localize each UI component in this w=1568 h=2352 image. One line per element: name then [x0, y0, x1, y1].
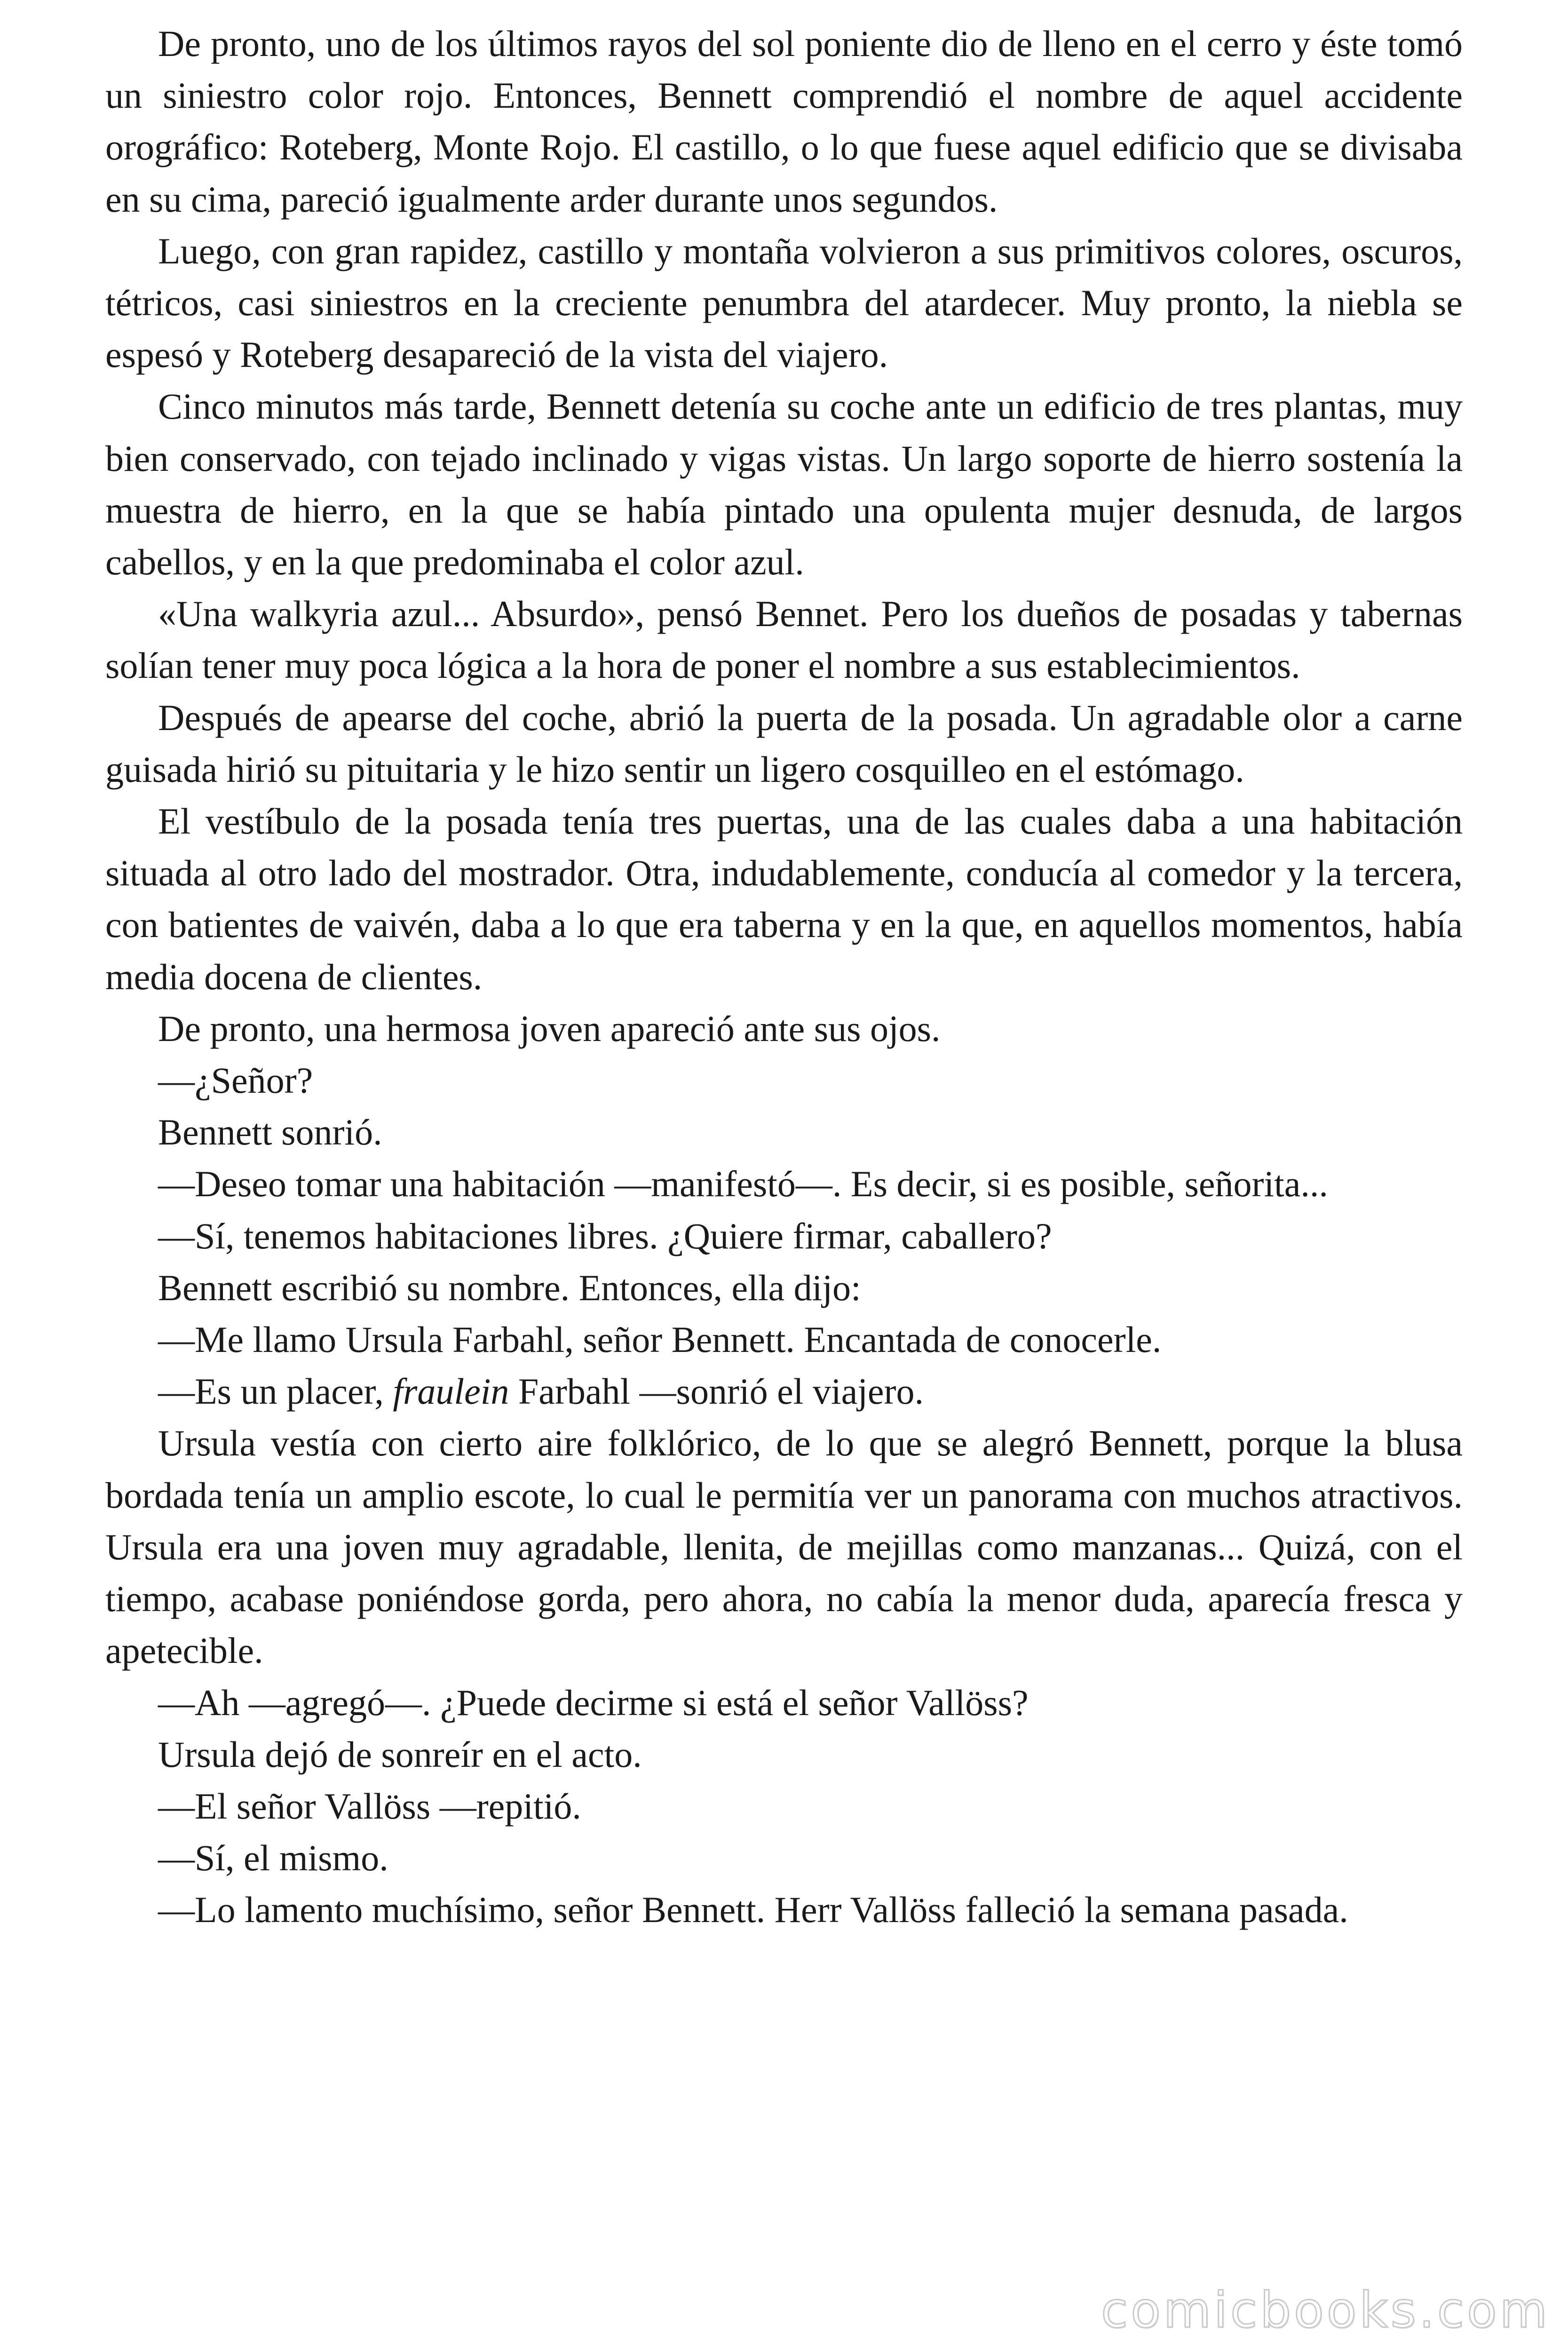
- dialogue-line: —Deseo tomar una habitación —manifestó—. Es decir, si es posible, señorita...: [158, 1163, 1328, 1205]
- paragraph: Cinco minutos más tarde, Bennett detenía su coche ante un edificio de tres plantas, muy bien conservado, con tejado inclinado y vigas vistas. Un largo soporte de hierro sostenía la muestra de hierro, en la que se había pintado una opulenta mujer desnuda, de largos cabellos, y en la que predominaba el color azul.: [105, 386, 1463, 583]
- dialogue-line: —Me llamo Ursula Farbahl, señor Bennett. Encantada de conocerle.: [158, 1319, 1162, 1360]
- text-span: —Es un placer,: [158, 1371, 393, 1412]
- italic-word: fraulein: [393, 1371, 509, 1412]
- watermark: comicbooks.com: [1101, 2281, 1550, 2339]
- dialogue-line: —El señor Vallöss —repitió.: [158, 1785, 581, 1827]
- paragraph: Ursula vestía con cierto aire folklórico, de lo que se alegró Bennett, porque la blusa bordada tenía un amplio escote, lo cual le permitía ver un panorama con muchos atractivos. Ursula era una joven muy agradable, llenita, de mejillas como manzanas... Quizá, con el tiempo, acabase poniéndose gorda, pero ahora, no cabía la menor duda, aparecía fresca y apetecible.: [105, 1422, 1463, 1671]
- paragraph: Ursula dejó de sonreír en el acto.: [158, 1733, 642, 1775]
- dialogue-line: —Sí, el mismo.: [158, 1837, 388, 1879]
- paragraph: De pronto, una hermosa joven apareció ante sus ojos.: [158, 1008, 941, 1049]
- text-span: Farbahl —sonrió el viajero.: [509, 1371, 924, 1412]
- dialogue-line: —Sí, tenemos habitaciones libres. ¿Quiere firmar, caballero?: [158, 1215, 1052, 1256]
- dialogue-line: —Ah —agregó—. ¿Puede decirme si está el señor Vallöss?: [158, 1682, 1029, 1723]
- paragraph: Bennett escribió su nombre. Entonces, ella dijo:: [158, 1267, 861, 1308]
- paragraph: El vestíbulo de la posada tenía tres puertas, una de las cuales daba a una habitación situada al otro lado del mostrador. Otra, indudablemente, conducía al comedor y la tercera, con batientes de vaivén, daba a lo que era taberna y en la que, en aquellos momentos, había media docena de clientes.: [105, 801, 1463, 997]
- paragraph: Bennett sonrió.: [158, 1112, 382, 1153]
- dialogue-line: —Lo lamento muchísimo, señor Bennett. Herr Vallöss falleció la semana pasada.: [158, 1889, 1348, 1931]
- paragraph: «Una walkyria azul... Absurdo», pensó Bennet. Pero los dueños de posadas y tabernas solían tener muy poca lógica a la hora de poner el nombre a sus establecimientos.: [105, 593, 1463, 686]
- page-body: [105, 18, 1463, 1936]
- paragraph: Después de apearse del coche, abrió la puerta de la posada. Un agradable olor a carne guisada hirió su pituitaria y le hizo sentir un ligero cosquilleo en el estómago.: [105, 697, 1463, 790]
- dialogue-line: —¿Señor?: [158, 1060, 313, 1101]
- paragraph: De pronto, uno de los últimos rayos del sol poniente dio de lleno en el cerro y éste tomó un siniestro color rojo. Entonces, Bennett comprendió el nombre de aquel accidente orográfico: Roteberg, Monte Rojo. El castillo, o lo que fuese aquel edificio que se divisaba en su cima, pareció igualmente arder durante unos segundos.: [105, 23, 1463, 220]
- paragraph: Luego, con gran rapidez, castillo y montaña volvieron a sus primitivos colores, oscuros, tétricos, casi siniestros en la creciente penumbra del atardecer. Muy pronto, la niebla se espesó y Roteberg desapareció de la vista del viajero.: [105, 230, 1463, 375]
- dialogue-line-with-italic: [105, 1366, 1463, 1417]
